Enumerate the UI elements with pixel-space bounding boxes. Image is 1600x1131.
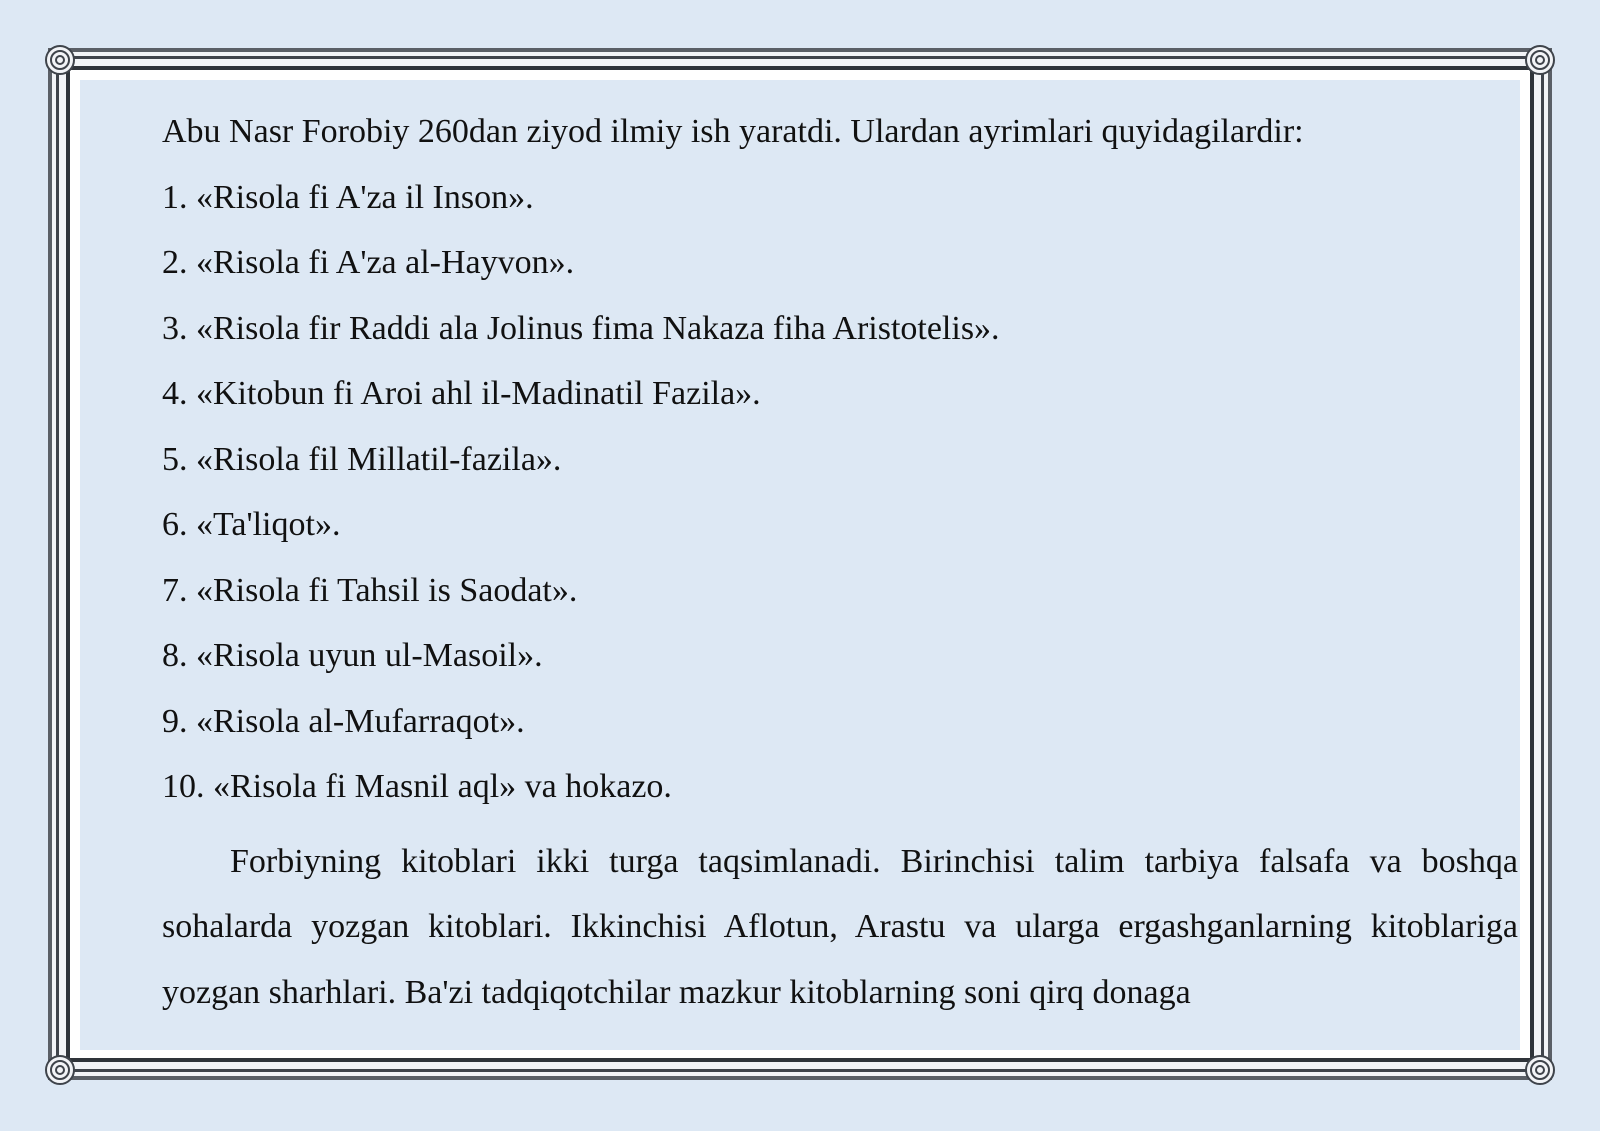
list-item: 5. «Risola fil Millatil-fazila». [162, 440, 562, 478]
list-item: 1. «Risola fi A'za il Inson». [162, 178, 534, 216]
intro-line: Abu Nasr Forobiy 260dan ziyod ilmiy ish yaratdi. Ulardan ayrimlari quyidagilardir: [162, 113, 1304, 150]
corner-ornament-icon [1524, 1054, 1556, 1086]
list-item: 4. «Kitobun fi Aroi ahl il-Madinatil Fazila». [162, 375, 761, 412]
list-item: 3. «Risola fir Raddi ala Jolinus fima Nakaza fiha Aristotelis». [162, 309, 1000, 347]
list-item: 7. «Risola fi Tahsil is Saodat». [162, 571, 578, 609]
corner-ornament-icon [44, 44, 76, 76]
list-item: 2. «Risola fi A'za al-Hayvon». [162, 244, 575, 281]
list-item: 6. «Ta'liqot». [162, 506, 341, 543]
corner-ornament-icon [1524, 44, 1556, 76]
list-item: 10. «Risola fi Masnil aql» va hokazo. [162, 768, 672, 805]
body-paragraph: Forbiyning kitoblari ikki turga taqsimlanadi. Birinchisi talim tarbiya falsafa va boshqa sohalarda yozgan kitoblari. Ikkinchisi Aflotun, Arastu va ularga ergashganlarning kitoblariga yozgan sharhlari. Ba'zi tadqiqotchilar mazkur kitoblarning soni qirq donaga [162, 842, 1518, 1011]
list-item: 9. «Risola al-Mufarraqot». [162, 702, 525, 740]
corner-ornament-icon [44, 1054, 76, 1086]
list-item: 8. «Risola uyun ul-Masoil». [162, 637, 543, 674]
document-body [162, 108, 1518, 1025]
